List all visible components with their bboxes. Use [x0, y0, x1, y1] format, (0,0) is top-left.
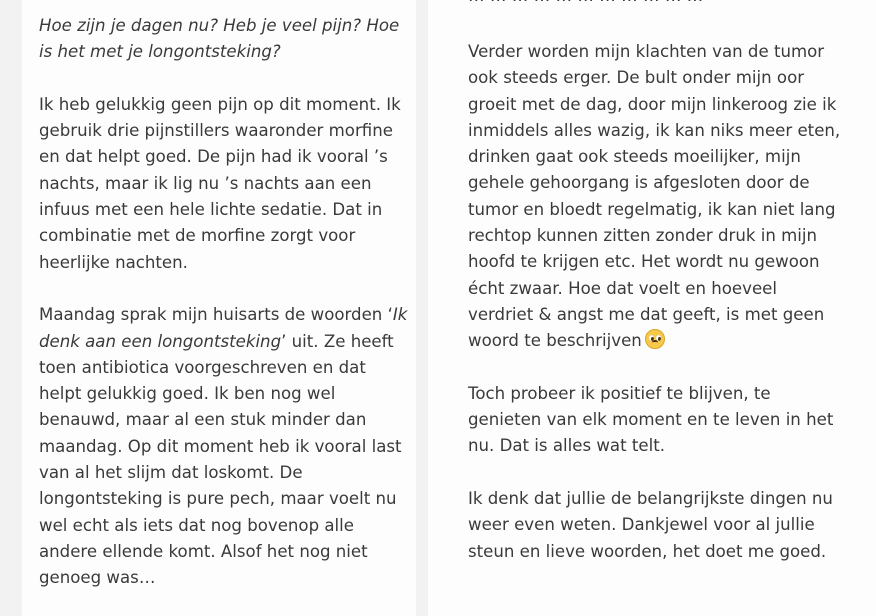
text-line: wel echt als iets dat nog bovenop alle	[39, 515, 354, 535]
quote-segment: Ik	[392, 305, 408, 325]
text-line: drinken gaat ook steeds moeilijker, mijn	[468, 147, 801, 167]
text-line: ook steeds erger. De bult onder mijn oor	[468, 68, 805, 88]
answer-paragraph-pain	[39, 92, 416, 276]
text-line: toen antibiotica voorgeschreven en dat	[39, 357, 366, 377]
quote-segment: denk aan een longontsteking	[39, 331, 282, 351]
answer-paragraph-pneumonia	[39, 302, 416, 591]
text-line: tumor en bloedt regelmatig, ik kan niet lang	[468, 199, 836, 219]
pleading-face-icon	[645, 329, 665, 349]
left-text-card	[22, 0, 416, 616]
answer-paragraph-positive	[468, 381, 876, 460]
question-line: is het met je longontsteking?	[39, 42, 281, 62]
answer-paragraph-thanks	[468, 486, 876, 565]
text-line: inmiddels alles wazig, ik kan niks meer eten,	[468, 120, 841, 140]
text-segment: woord te beschrijven	[468, 331, 642, 351]
text-line: rechtop kunnen zitten zonder druk in mijn	[468, 226, 818, 246]
question-block	[39, 13, 416, 66]
text-line: nu. Dat is alles wat telt.	[468, 436, 665, 456]
text-line: hoofd te krijgen etc. Het wordt nu gewoon	[468, 252, 820, 272]
text-line: gehele gehoorgang is afgesloten door de	[468, 173, 810, 193]
text-line: steun en lieve woorden, het doet me goed.	[468, 541, 827, 561]
answer-paragraph-tumor	[468, 39, 876, 355]
text-line: heerlijke nachten.	[39, 252, 188, 272]
text-line: Ik heb gelukkig geen pijn op dit moment. Ik	[39, 94, 401, 114]
text-line: van al het slijm dat loskomt. De	[39, 463, 303, 483]
text-line: Ik denk dat jullie de belangrijkste dingen nu	[468, 489, 833, 509]
text-line: genoeg was…	[39, 568, 156, 588]
text-line: gebruik drie pijnstillers waaronder morfine	[39, 121, 393, 141]
text-line: combinatie met de morfine zorgt voor	[39, 226, 356, 246]
text-line	[39, 302, 416, 328]
text-line	[39, 329, 416, 355]
text-segment: ’ uit. Ze heeft	[281, 331, 394, 351]
right-text-card	[428, 0, 876, 616]
text-line: Verder worden mijn klachten van de tumor	[468, 42, 825, 61]
text-line: genieten van elk moment en te leven in het	[468, 410, 834, 430]
text-line: écht zwaar. Hoe dat voelt en hoeveel	[468, 278, 777, 298]
cut-off-line	[468, 0, 703, 9]
question-line: Hoe zijn je dagen nu? Heb je veel pijn? Hoe	[39, 16, 400, 35]
text-line: longontsteking is pure pech, maar voelt nu	[39, 489, 397, 509]
text-segment: Maandag sprak mijn huisarts de woorden ‘	[39, 305, 393, 325]
text-line: verdriet & angst me dat geeft, is met geen	[468, 304, 825, 324]
text-line: maandag. Op dit moment heb ik vooral last	[39, 436, 402, 456]
text-line: en dat helpt goed. De pijn had ik vooral ’s	[39, 147, 388, 167]
text-line: weer even weten. Dankjewel voor al jullie	[468, 515, 815, 535]
text-line: nachts, maar ik lig nu ’s nachts aan een	[39, 173, 372, 193]
text-line: benauwd, maar al een stuk minder dan	[39, 410, 367, 430]
text-line: infuus met een hele lichte sedatie. Dat in	[39, 200, 383, 220]
text-line: andere ellende komt. Alsof het nog niet	[39, 541, 368, 561]
text-line: helpt gelukkig goed. Ik ben nog wel	[39, 384, 336, 404]
text-line: groeit met de dag, door mijn linkeroog zie ik	[468, 94, 837, 114]
text-line: Toch probeer ik positief te blijven, te	[468, 383, 771, 403]
text-line	[468, 328, 876, 354]
